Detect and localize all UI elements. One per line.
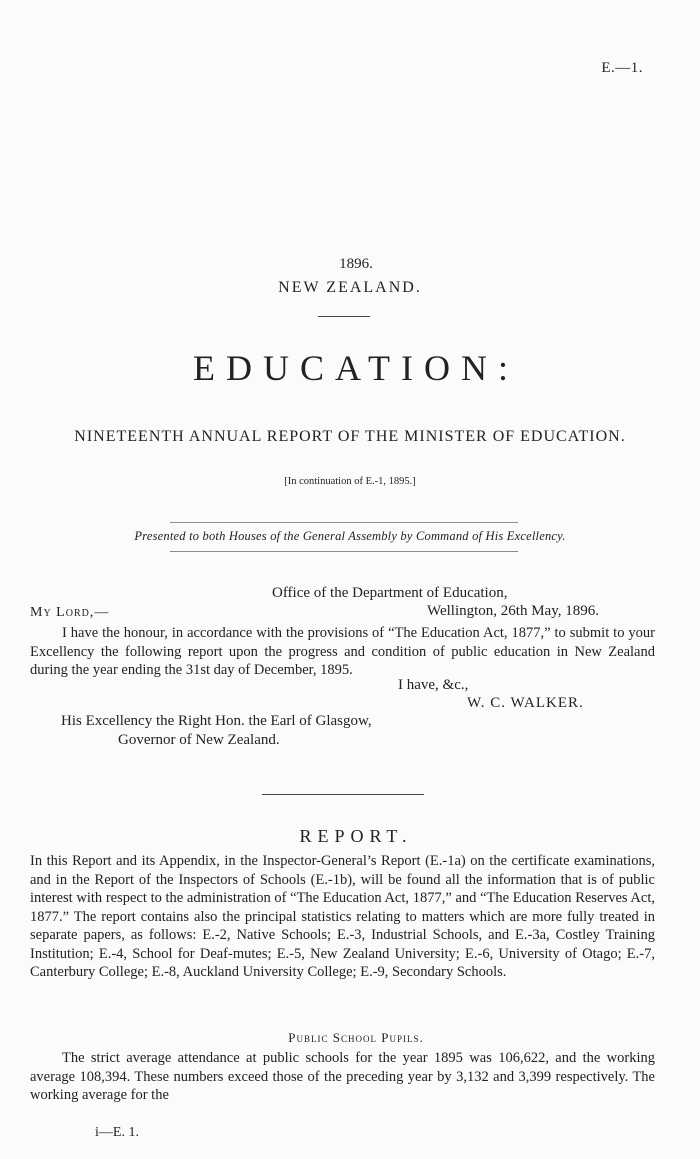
addressee-line-2: Governor of New Zealand. [118,732,280,748]
letter-paragraph: I have the honour, in accordance with the provisions of “The Education Act, 1877,” to submit to your Excellency the following report upon the progress and condition of public education in New Zealand during the year ending the 31st day of December, 1895. [30,625,655,678]
paper-code: E.—1. [601,60,643,76]
continuation-note: [In continuation of E.-1, 1895.] [284,476,416,487]
section-heading: Public School Pupils. [288,1030,424,1045]
signature-mark: i—E. 1. [95,1125,139,1140]
addressee-line-1: His Excellency the Right Hon. the Earl of Glasgow, [61,713,372,729]
pupils-paragraph: The strict average attendance at public schools for the year 1895 was 106,622, and the working average 108,394. These numbers exceed those of the preceding year by 3,132 and 3,399 respectively. The working average for the [30,1050,655,1103]
short-rule [318,316,370,317]
report-heading: REPORT. [299,826,413,846]
year: 1896. [339,256,373,272]
pupils-body [30,1049,655,1105]
document-subtitle: NINETEENTH ANNUAL REPORT OF THE MINISTER OF EDUCATION. [74,428,626,445]
report-body [30,852,655,982]
document-title: EDUCATION: [193,348,519,388]
letter-closing: I have, &c., [398,677,469,693]
presented-rule-bottom [170,551,518,552]
presented-line: Presented to both Houses of the General Assembly by Command of His Excellency. [134,529,566,543]
letter-body [30,624,655,680]
report-paragraph: In this Report and its Appendix, in the Inspector-General’s Report (E.-1a) on the certificate examinations, and in the Report of the Inspectors of Schools (E.-1b), will be found all the information that is of public interest with respect to the administration of “The Education Act, 1877,” and “The Education Reserves Act, 1877.” The report contains also the principal statistics relating to matters which are more fully treated in separate papers, as follows: E.-2, Native Schools; E.-3, Industrial Schools, and E.-3a, Costley Training Institution; E.-4, School for Deaf-mutes; E.-5, New Zealand University; E.-6, University of Otago; E.-7, Canterbury College; E.-8, Auckland University College; E.-9, Secondary Schools. [30,853,655,980]
letter-signature: W. C. WALKER. [467,695,584,711]
presented-rule-top [170,522,518,523]
letter-office: Office of the Department of Education, [272,585,508,601]
letter-salutation: My Lord,— [30,605,110,620]
country: NEW ZEALAND. [278,279,422,296]
letter-dateline: Wellington, 26th May, 1896. [427,603,599,619]
section-divider [262,794,424,795]
